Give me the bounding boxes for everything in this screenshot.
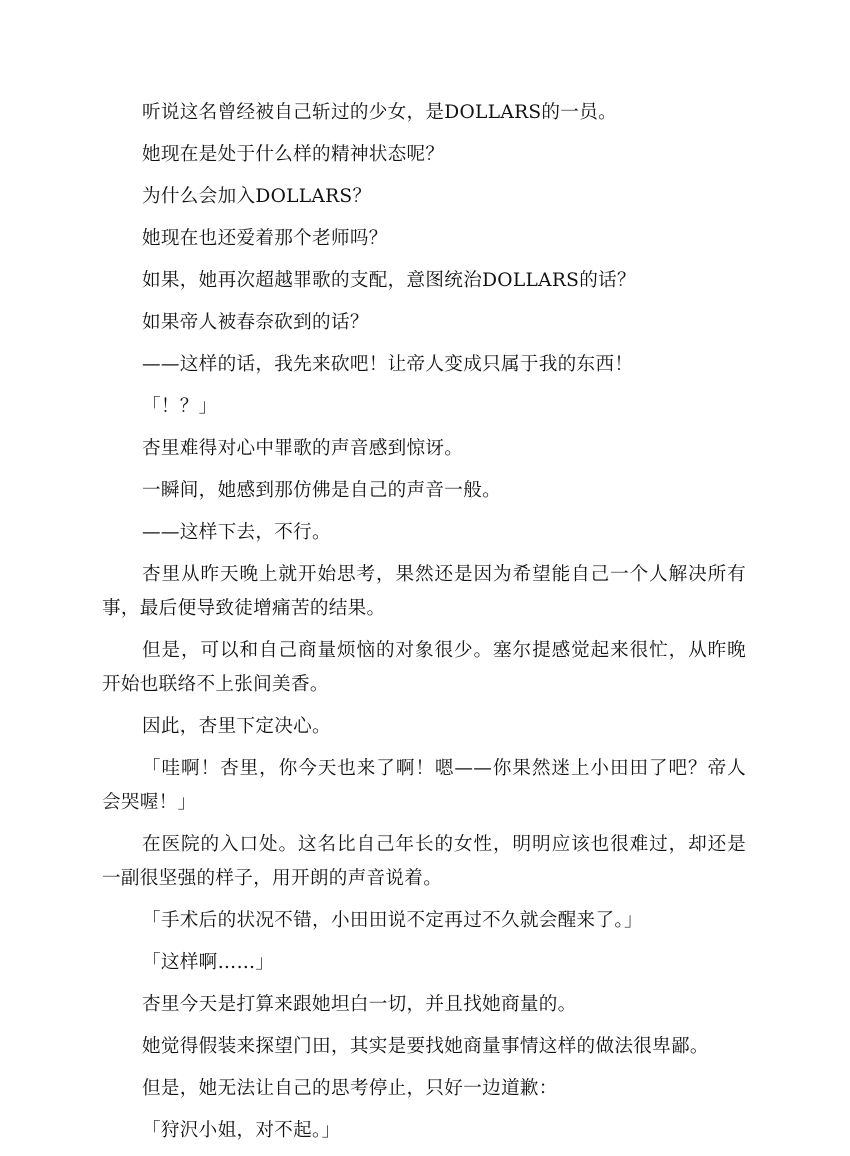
paragraph: 杏里今天是打算来跟她坦白一切，并且找她商量的。	[142, 994, 577, 1015]
paragraph: 她现在是处于什么样的精神状态呢？	[142, 144, 445, 165]
paragraph: 「狩沢小姐，对不起。」	[142, 1120, 341, 1141]
paragraph: 「这样啊……」	[142, 952, 275, 973]
paragraph: 为什么会加入DOLLARS？	[142, 186, 372, 207]
paragraph: 但是，她无法让自己的思考停止，只好一边道歉：	[142, 1078, 558, 1099]
paragraph: ——这样下去，不行。	[142, 522, 331, 543]
paragraph: 杏里从昨天晚上就开始思考，果然还是因为希望能自己一个人解决所有事，最后便导致徒增痛苦的结果。	[102, 564, 746, 619]
paragraph: 一瞬间，她感到那仿佛是自己的声音一般。	[142, 480, 501, 501]
paragraph: 她觉得假装来探望门田，其实是要找她商量事情这样的做法很卑鄙。	[142, 1036, 709, 1057]
paragraph: 在医院的入口处。这名比自己年长的女性，明明应该也很难过，却还是一副很坚强的样子，用开朗的声音说着。	[102, 834, 746, 889]
paragraph: 「哇啊！杏里，你今天也来了啊！嗯——你果然迷上小田田了吧？帝人会哭喔！」	[102, 758, 746, 813]
paragraph: 如果帝人被春奈砍到的话？	[142, 312, 369, 333]
document-page	[102, 96, 746, 1156]
paragraph: 她现在也还爱着那个老师吗？	[142, 228, 388, 249]
paragraph: 如果，她再次超越罪歌的支配，意图统治DOLLARS的话？	[142, 270, 636, 291]
paragraph: 听说这名曾经被自己斩过的少女，是DOLLARS的一员。	[142, 102, 617, 123]
paragraph: 「！？」	[142, 396, 218, 417]
paragraph: 杏里难得对心中罪歌的声音感到惊讶。	[142, 438, 464, 459]
paragraph: 「手术后的状况不错，小田田说不定再过不久就会醒来了。」	[142, 910, 643, 931]
paragraph: 因此，杏里下定决心。	[142, 716, 331, 737]
paragraph: 但是，可以和自己商量烦恼的对象很少。塞尔提感觉起来很忙，从昨晚开始也联络不上张间美香。	[102, 640, 746, 695]
paragraph: ——这样的话，我先来砍吧！让帝人变成只属于我的东西！	[142, 354, 634, 375]
